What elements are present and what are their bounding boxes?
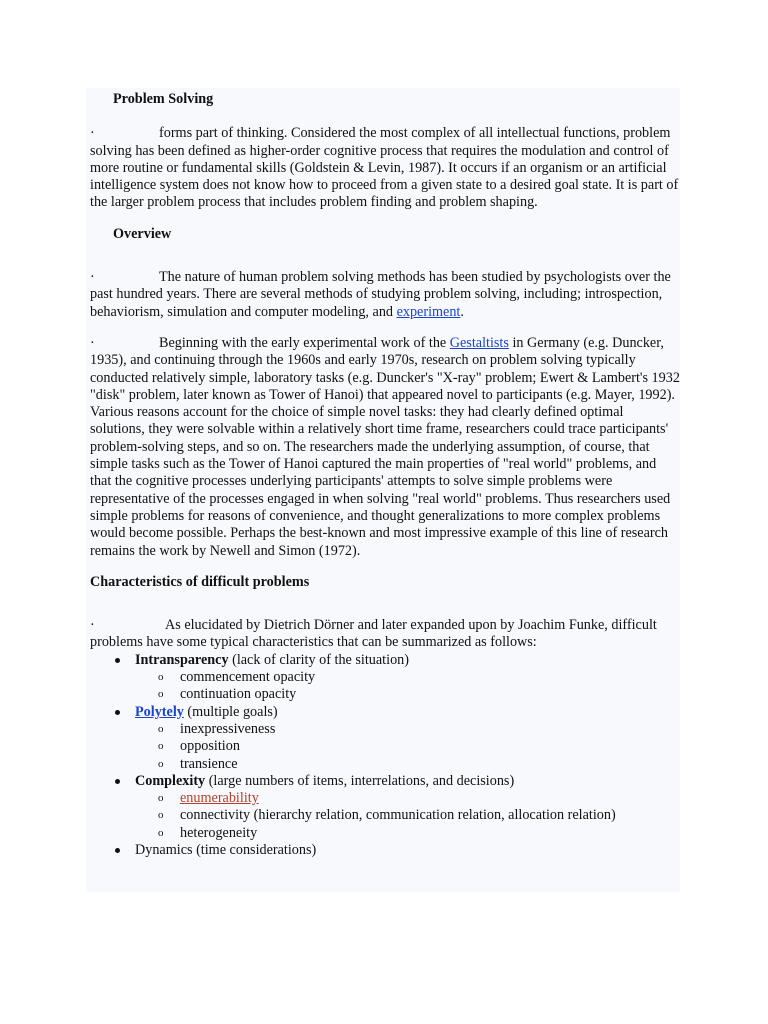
list-item: o opposition [90,738,680,755]
section-title-characteristics: Characteristics of difficult problems [90,573,310,590]
list-item-polytely [90,704,680,773]
sublist-complexity [135,790,680,842]
list-item-intransparency [90,652,680,704]
list-item: o inexpressiveness [90,721,680,738]
overview-paragraph-1 [90,269,680,321]
document-content [90,88,680,859]
list-item [90,790,680,807]
term-complexity: Complexity [135,772,206,789]
intro-paragraph [90,125,680,211]
enumerability-link[interactable]: enumerability [180,790,259,807]
list-item-complexity [90,773,680,842]
characteristics-intro-text: As elucidated by Dietrich Dörner and later expanded upon by Joachim Funke, difficult problems have some typical characteristics that can be summarized as follows: [90,617,657,651]
list-item-dynamics: Dynamics (time considerations) [90,842,680,859]
overview-paragraph-2 [90,335,680,560]
document-page [86,88,680,892]
desc-intransparency: (lack of clarity of the situation) [228,651,409,668]
bullet-marker: · [90,269,95,286]
section-title-overview: Overview [113,225,172,242]
intro-text: forms part of thinking. Considered the most complex of all intellectual functions, problem solving has been defined as higher-order cognitive process that requires the modulation and control of more routine or fundamental skills (Goldstein & Levin, 1987). It occurs if an organism or an artificial intelligence system does not know how to proceed from a given state to a desired goal state. It is part of the larger problem process that includes problem finding and problem shaping. [90,125,679,211]
overview-p1-end: . [460,303,464,320]
gestaltists-link[interactable]: Gestaltists [449,334,509,351]
overview-p2-text-end: in Germany (e.g. Duncker, 1935), and continuing through the 1960s and early 1970s, research on problem solving typically conducted relatively simple, laboratory tasks (e.g. Duncker's "X-ray" problem; Ewert & Lambert's 1932 "disk" problem, later known as Tower of Hanoi) that appeared novel to participants (e.g. Mayer, 1992). Various reasons account for the choice of simple novel tasks: they had clearly defined optimal solutions, they were solvable within a relatively short time frame, researchers could trace participants' problem-solving steps, and so on. The researchers made the underlying assumption, of course, that simple tasks such as the Tower of Hanoi captured the main properties of "real world" problems, and that the cognitive processes underlying participants' attempts to solve simple problems were representative of the processes engaged in when solving "real world" problems. Thus researchers used simple problems for reasons of convenience, and thought generalizations to more complex problems would become possible. Perhaps the best-known and most impressive example of this line of research remains the work by Newell and Simon (1972). [90,334,680,559]
list-item: o heterogeneity [90,825,680,842]
bullet-marker: · [90,334,95,351]
desc-complexity: (large numbers of items, interrelations, and decisions) [205,772,515,789]
polytely-link[interactable]: Polytely [135,703,184,720]
list-item: o transience [90,756,680,773]
characteristics-intro [90,617,680,652]
term-intransparency: Intransparency [135,651,229,668]
overview-p1-text: The nature of human problem solving methods has been studied by psychologists over the past hundred years. There are several methods of studying problem solving, including; introspection, behaviorism, simulation and computer modeling, and [90,269,671,320]
list-item: o commencement opacity [90,669,680,686]
overview-p2-text-start: Beginning with the early experimental work of the [159,334,450,351]
sublist-polytely [135,721,680,773]
bullet-marker: · [90,125,95,142]
characteristics-list [90,652,680,860]
list-item: o continuation opacity [90,686,680,703]
sublist-intransparency [135,669,680,704]
bullet-marker: · [90,617,95,634]
section-title-problem-solving: Problem Solving [113,91,214,107]
list-item: o connectivity (hierarchy relation, communication relation, allocation relation) [90,807,680,824]
experiment-link[interactable]: experiment [396,303,461,320]
desc-polytely: (multiple goals) [183,703,278,720]
